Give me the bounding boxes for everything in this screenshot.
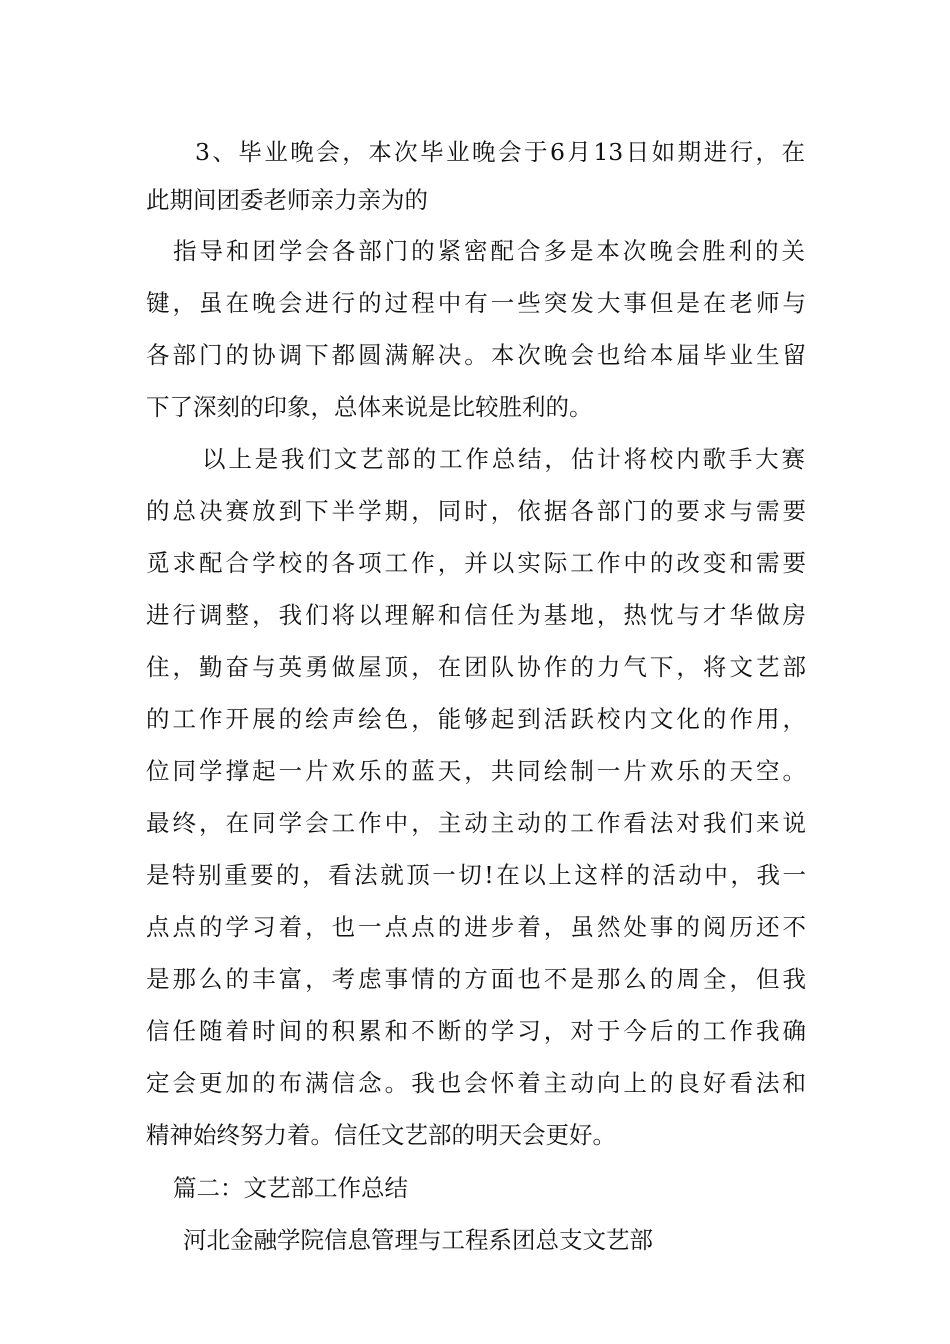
section-heading: 篇二：文艺部工作总结	[173, 1174, 408, 1202]
text-line-12: 的工作开展的绘声绘色，能够起到活跃校内文化的作用，	[146, 705, 806, 733]
text-line-20: 精神始终努力着。信任文艺部的明天会更好。	[146, 1121, 616, 1149]
text-line-2: 此期间团委老师亲力亲为的	[146, 186, 428, 214]
text-line-18: 信任随着时间的积累和不断的学习，对于今后的工作我确	[146, 1017, 806, 1045]
text-line-15: 是特别重要的，看法就顶一切!在以上这样的活动中，我一	[146, 861, 806, 889]
text-line-11: 住，勤奋与英勇做屋顶，在团队协作的力气下，将文艺部	[146, 653, 806, 681]
text-line-13: 位同学撑起一片欢乐的蓝天，共同绘制一片欢乐的天空。	[146, 757, 806, 785]
text-line-7: 以上是我们文艺部的工作总结，估计将校内歌手大赛	[202, 445, 805, 473]
text-line-19: 定会更加的布满信念。我也会怀着主动向上的良好看法和	[146, 1069, 806, 1097]
text-line-3: 指导和团学会各部门的紧密配合多是本次晚会胜利的关	[173, 237, 805, 265]
text-line-14: 最终，在同学会工作中，主动主动的工作看法对我们来说	[146, 809, 806, 837]
text-line-16: 点点的学习着，也一点点的进步着，虽然处事的阅历还不	[146, 913, 806, 941]
organization-line: 河北金融学院信息管理与工程系团总支文艺部	[183, 1226, 653, 1254]
text-line-4: 键，虽在晚会进行的过程中有一些突发大事但是在老师与	[146, 289, 806, 317]
text-line-6: 下了深刻的印象，总体来说是比较胜利的。	[146, 393, 593, 421]
text-line-9: 觅求配合学校的各项工作，并以实际工作中的改变和需要	[146, 549, 806, 577]
text-line-10: 进行调整，我们将以理解和信任为基地，热忱与才华做房	[146, 601, 806, 629]
text-line-8: 的总决赛放到下半学期，同时，依据各部门的要求与需要	[146, 497, 806, 525]
text-line-1: 3、毕业晚会，本次毕业晚会于6月13日如期进行，在	[195, 138, 805, 166]
text-line-17: 是那么的丰富，考虑事情的方面也不是那么的周全，但我	[146, 965, 806, 993]
text-line-5: 各部门的协调下都圆满解决。本次晚会也给本届毕业生留	[146, 341, 806, 369]
